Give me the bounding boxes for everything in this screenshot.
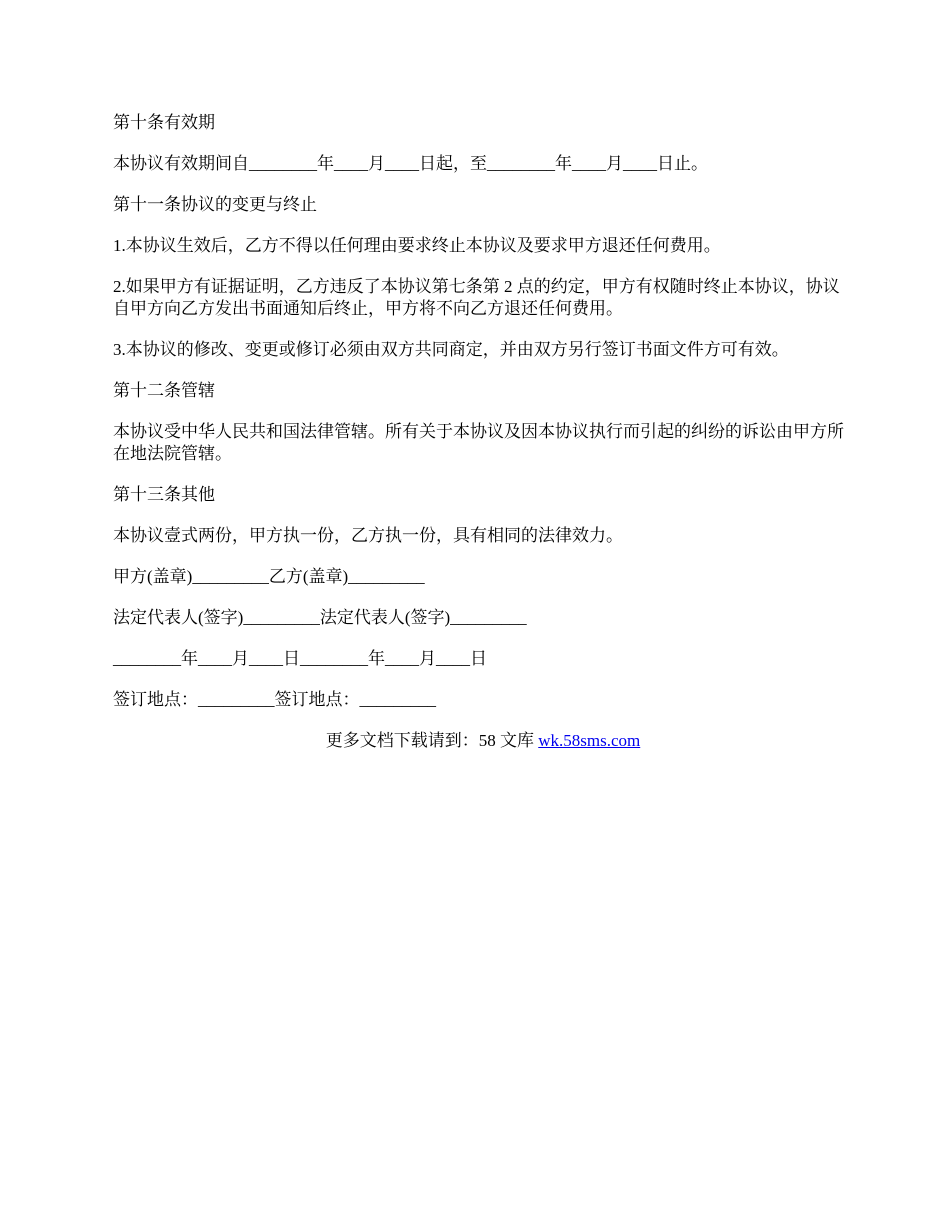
footer-text: 更多文档下载请到：58 文库 — [325, 731, 539, 750]
section-heading-11: 第十一条协议的变更与终止 — [113, 195, 317, 214]
jurisdiction-text: 本协议受中华人民共和国法律管辖。所有关于本协议及因本协议执行而引起的纠纷的诉讼由甲方所在地法院管辖。 — [113, 422, 844, 463]
date-line: ________年____月____日________年____月____日 — [113, 649, 487, 668]
representative-signature-line: 法定代表人(签字)_________法定代表人(签字)_________ — [113, 608, 527, 627]
validity-period-text: 本协议有效期间自________年____月____日起，至________年____月____日止。 — [113, 154, 708, 173]
clause-11-3: 3.本协议的修改、变更或修订必须由双方共同商定，并由双方另行签订书面文件方可有效。 — [113, 340, 789, 359]
signing-location-line: 签订地点：_________签订地点：_________ — [113, 690, 436, 709]
section-heading-10: 第十条有效期 — [113, 113, 215, 132]
section-heading-12: 第十二条管辖 — [113, 381, 215, 400]
clause-11-2: 2.如果甲方有证据证明，乙方违反了本协议第七条第 2 点的约定，甲方有权随时终止本协议，协议自甲方向乙方发出书面通知后终止，甲方将不向乙方退还任何费用。 — [113, 277, 840, 318]
clause-11-1: 1.本协议生效后，乙方不得以任何理由要求终止本协议及要求甲方退还任何费用。 — [113, 236, 721, 255]
footer-link[interactable]: wk.58sms.com — [538, 731, 641, 750]
seal-line: 甲方(盖章)_________乙方(盖章)_________ — [113, 567, 425, 586]
document-page — [113, 112, 853, 771]
copies-text: 本协议壹式两份，甲方执一份，乙方执一份，具有相同的法律效力。 — [113, 526, 623, 545]
section-heading-13: 第十三条其他 — [113, 485, 215, 504]
footer-download-note — [113, 730, 853, 752]
